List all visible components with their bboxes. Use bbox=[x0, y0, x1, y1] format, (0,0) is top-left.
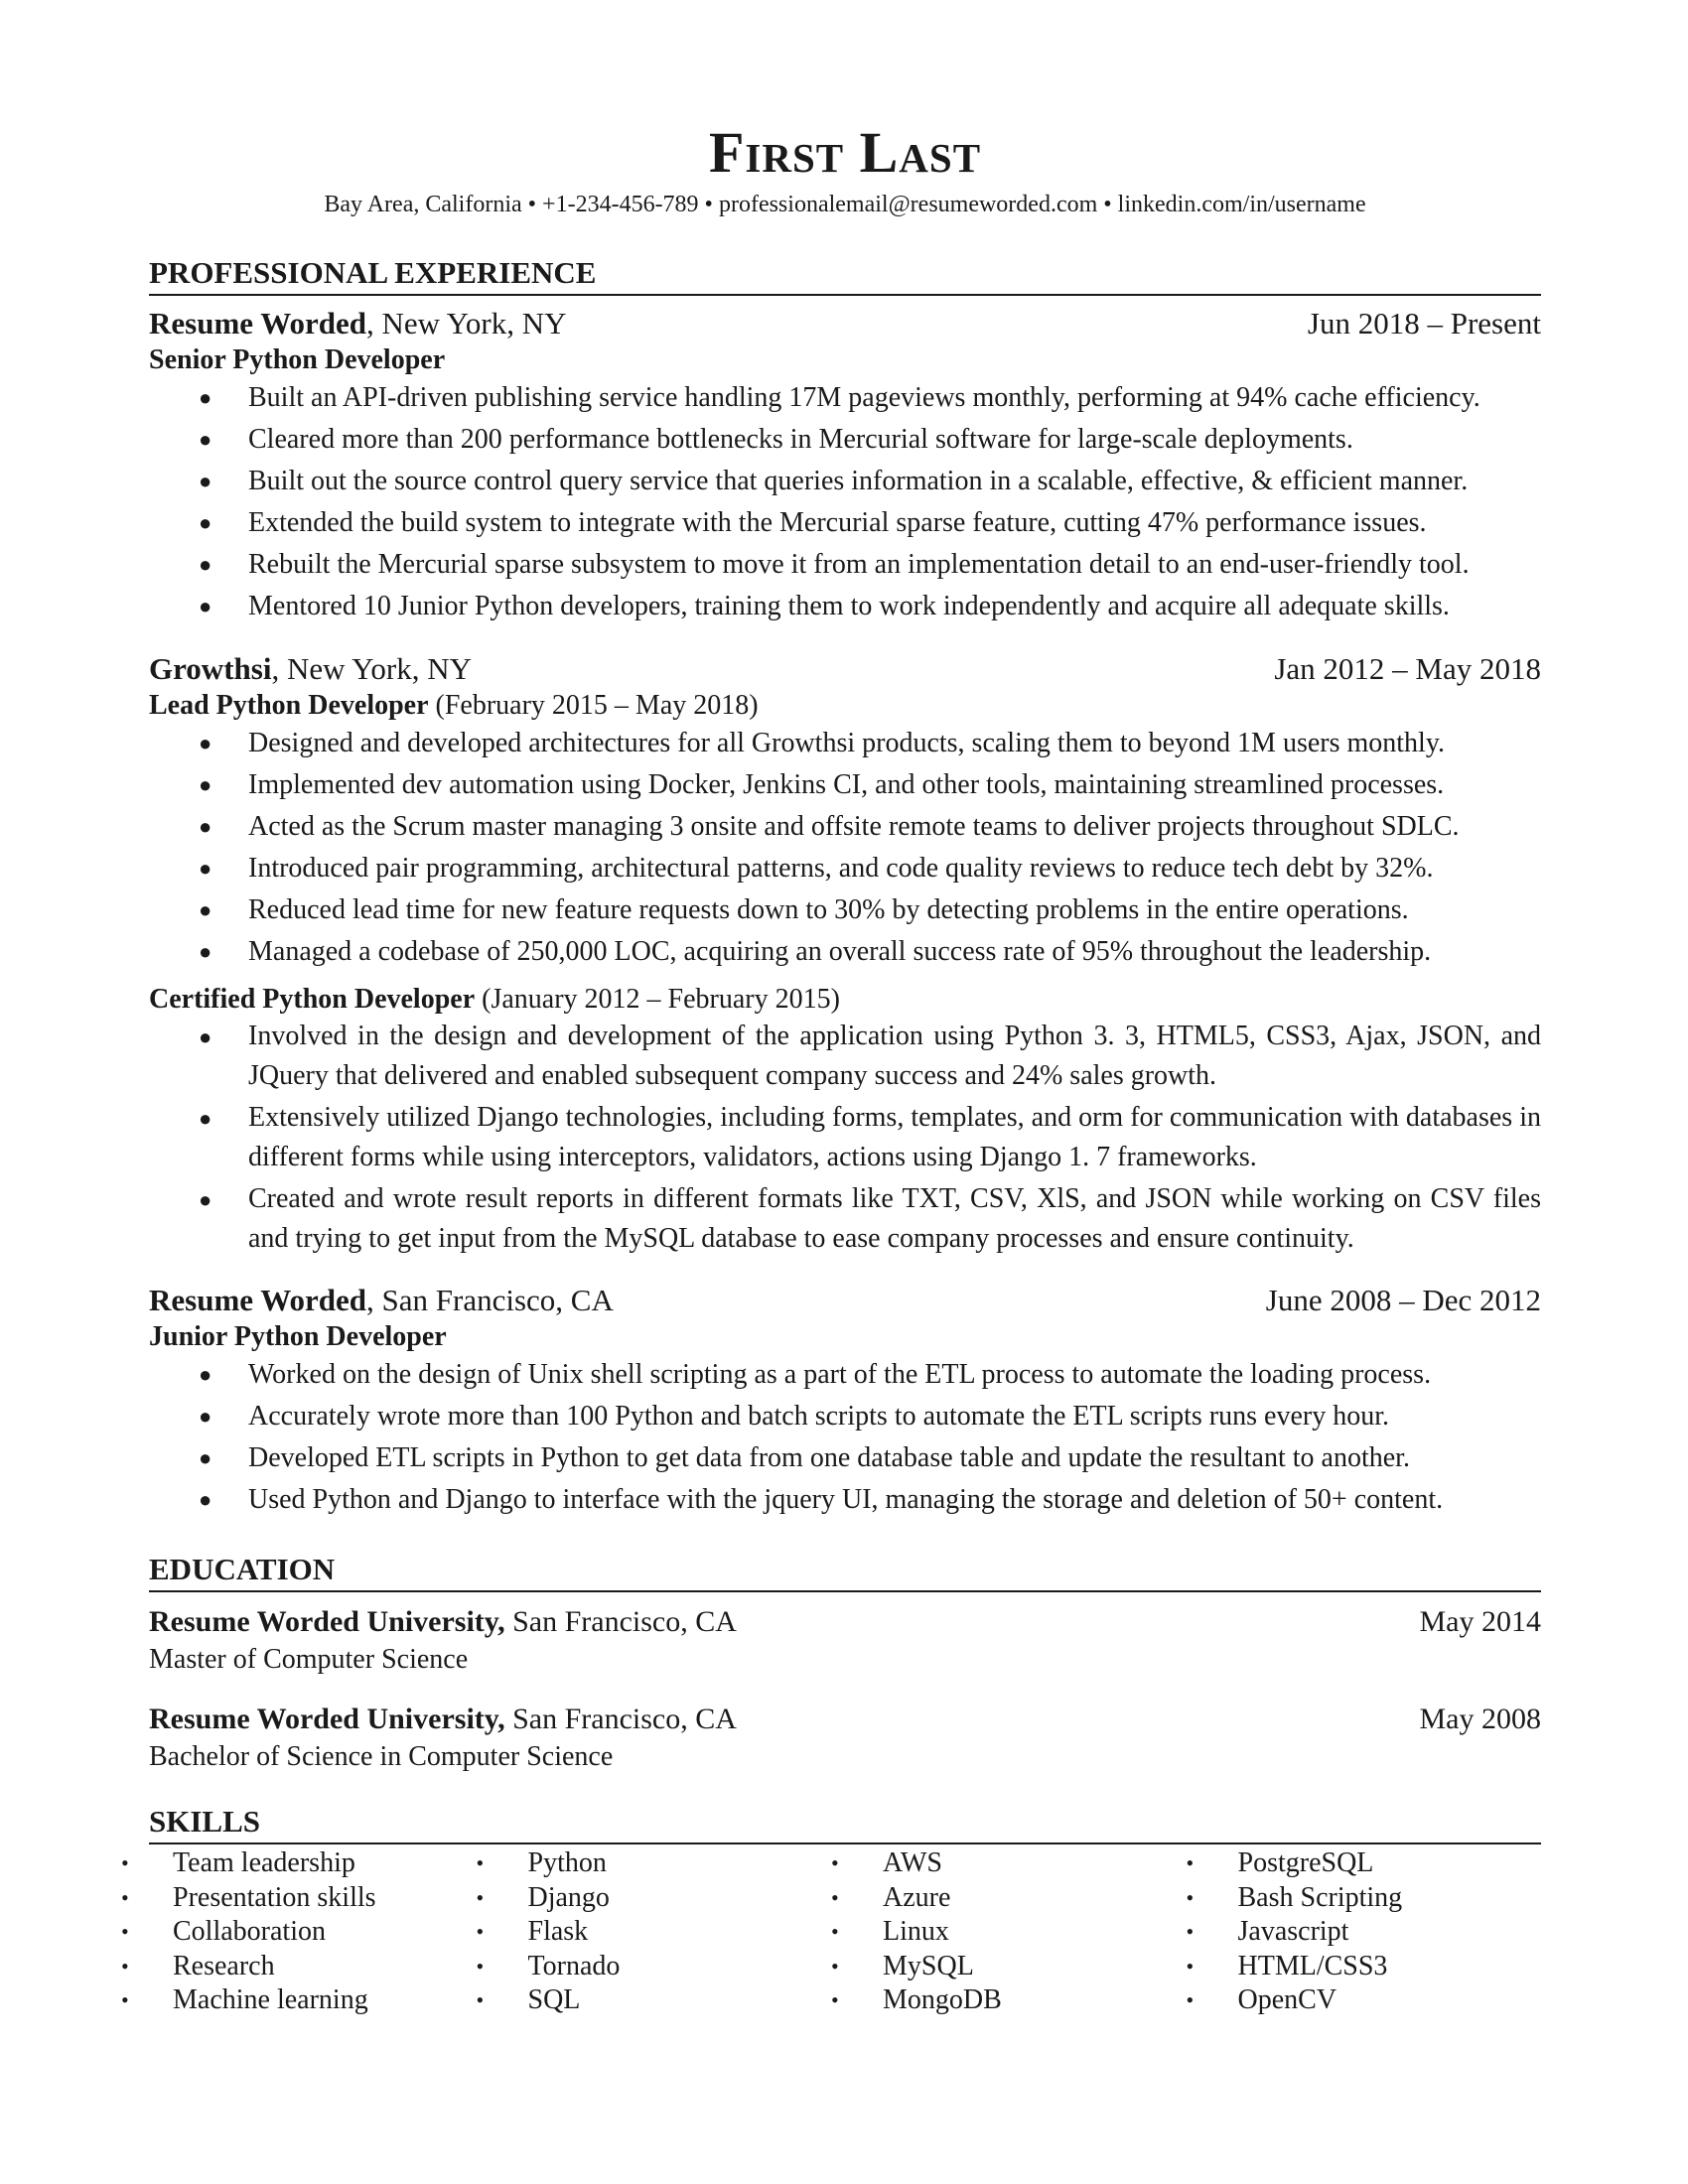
bullet-item: ● Cleared more than 200 performance bottlenecks in Mercurial software for large-scale deployments. bbox=[149, 419, 1541, 461]
section-title-education: EDUCATION bbox=[149, 1551, 1541, 1592]
skill-item: • MySQL bbox=[831, 1950, 1187, 1984]
bullet-dot-icon: ● bbox=[199, 772, 212, 797]
job-org: Resume Worded bbox=[149, 306, 367, 341]
job-header bbox=[149, 649, 1541, 689]
skill-item: • Machine learning bbox=[121, 1983, 477, 2018]
bullet-dot-icon: • bbox=[476, 1953, 485, 1979]
bullet-dot-icon: • bbox=[121, 1850, 129, 1875]
bullet-dot-icon: ● bbox=[199, 510, 212, 535]
bullet-dot-icon: ● bbox=[199, 1487, 212, 1512]
bullet-dot-icon: ● bbox=[199, 1024, 212, 1049]
education-entry bbox=[149, 1602, 1541, 1678]
bullet-item: ● Designed and developed architectures for all Growthsi products, scaling them to beyond 1M users monthly. bbox=[149, 723, 1541, 764]
job-location: , New York, NY bbox=[366, 306, 567, 341]
job-role: Senior Python Developer bbox=[149, 344, 446, 375]
job-role-dates: (February 2015 – May 2018) bbox=[428, 690, 759, 721]
job-role-line bbox=[149, 1320, 1541, 1354]
sub-role-line bbox=[149, 983, 1541, 1017]
education-institution bbox=[149, 1700, 737, 1739]
bullet-dot-icon: ● bbox=[199, 856, 212, 881]
bullet-dot-icon: • bbox=[476, 1919, 485, 1944]
skill-item: • Bash Scripting bbox=[1187, 1881, 1542, 1916]
bullet-dot-icon: • bbox=[476, 1884, 485, 1910]
bullet-item: ● Involved in the design and development of the application using Python 3. 3, HTML5, CSS3, Ajax, JSON, and JQuery that delivered and enabled subsequent company success and 24% sales growth. bbox=[149, 1017, 1541, 1096]
skill-item: • Flask bbox=[477, 1915, 832, 1950]
skills-grid bbox=[121, 1846, 1541, 2018]
bullet-item: ● Acted as the Scrum master managing 3 onsite and offsite remote teams to deliver projects throughout SDLC. bbox=[149, 806, 1541, 848]
skill-item: • Azure bbox=[831, 1881, 1187, 1916]
bullet-dot-icon: • bbox=[831, 1884, 839, 1910]
job-bullets bbox=[149, 1354, 1541, 1521]
bullet-item: ● Introduced pair programming, architectural patterns, and code quality reviews to reduce tech debt by 32%. bbox=[149, 848, 1541, 889]
job-header bbox=[149, 1281, 1541, 1320]
section-title-skills: SKILLS bbox=[149, 1803, 1541, 1844]
bullet-dot-icon: • bbox=[1186, 1987, 1195, 2012]
bullet-item: ● Accurately wrote more than 100 Python and batch scripts to automate the ETL scripts runs every hour. bbox=[149, 1396, 1541, 1437]
sub-role-block bbox=[149, 983, 1541, 1259]
bullet-dot-icon: • bbox=[476, 1987, 485, 2012]
bullet-dot-icon: • bbox=[1186, 1850, 1195, 1875]
bullet-item: ● Worked on the design of Unix shell scripting as a part of the ETL process to automate the loading process. bbox=[149, 1354, 1541, 1396]
job-dates: June 2008 – Dec 2012 bbox=[1265, 1283, 1541, 1317]
skill-item: • Presentation skills bbox=[121, 1881, 477, 1916]
bullet-dot-icon: • bbox=[121, 1953, 129, 1979]
bullet-item: ● Extensively utilized Django technologies, including forms, templates, and orm for communication with databases in different forms while using interceptors, validators, actions using Django 1. 7 frameworks. bbox=[149, 1098, 1541, 1177]
skill-item: • Team leadership bbox=[121, 1846, 477, 1881]
education-entry bbox=[149, 1700, 1541, 1775]
job-role: Junior Python Developer bbox=[149, 1321, 447, 1352]
bullet-item: ● Reduced lead time for new feature requests down to 30% by detecting problems in the entire operations. bbox=[149, 889, 1541, 931]
skills-column bbox=[1187, 1846, 1542, 2018]
bullet-item: ● Managed a codebase of 250,000 LOC, acquiring an overall success rate of 95% throughout the leadership. bbox=[149, 931, 1541, 973]
job-entry bbox=[149, 1281, 1541, 1521]
sub-role-bullets bbox=[149, 1017, 1541, 1259]
bullet-dot-icon: • bbox=[831, 1987, 839, 2012]
job-bullets bbox=[149, 723, 1541, 973]
bullet-dot-icon: ● bbox=[199, 385, 212, 410]
bullet-item: ● Mentored 10 Junior Python developers, training them to work independently and acquire all adequate skills. bbox=[149, 586, 1541, 627]
bullet-dot-icon: • bbox=[121, 1884, 129, 1910]
education-date: May 2008 bbox=[1419, 1703, 1541, 1735]
education-institution bbox=[149, 1602, 737, 1642]
bullet-item: ● Built an API-driven publishing service handling 17M pageviews monthly, performing at 94% cache efficiency. bbox=[149, 377, 1541, 419]
skill-item: • PostgreSQL bbox=[1187, 1846, 1542, 1881]
bullet-dot-icon: ● bbox=[199, 1445, 212, 1470]
job-employer bbox=[149, 304, 567, 343]
education-date: May 2014 bbox=[1419, 1605, 1541, 1638]
job-role-line bbox=[149, 343, 1541, 377]
education-school: Resume Worded University, bbox=[149, 1605, 505, 1638]
bullet-item: ● Used Python and Django to interface with the jquery UI, managing the storage and deletion of 50+ content. bbox=[149, 1479, 1541, 1521]
job-header bbox=[149, 304, 1541, 343]
education-header bbox=[149, 1602, 1541, 1642]
bullet-dot-icon: ● bbox=[199, 939, 212, 964]
contact-line: Bay Area, California • +1-234-456-789 • professionalemail@resumeworded.com • linkedin.com/in/username bbox=[324, 192, 1366, 217]
skill-item: • Collaboration bbox=[121, 1915, 477, 1950]
bullet-dot-icon: • bbox=[121, 1919, 129, 1944]
job-location: , San Francisco, CA bbox=[366, 1283, 614, 1317]
job-org: Growthsi bbox=[149, 651, 272, 686]
sub-role-dates: (January 2012 – February 2015) bbox=[475, 984, 840, 1015]
bullet-dot-icon: • bbox=[1186, 1953, 1195, 1979]
bullet-item: ● Extended the build system to integrate with the Mercurial sparse feature, cutting 47% performance issues. bbox=[149, 502, 1541, 544]
skill-item: • Research bbox=[121, 1950, 477, 1984]
skills-column bbox=[477, 1846, 832, 2018]
skill-item: • Tornado bbox=[477, 1950, 832, 1984]
bullet-dot-icon: ● bbox=[199, 1187, 212, 1212]
bullet-dot-icon: • bbox=[476, 1850, 485, 1875]
bullet-dot-icon: • bbox=[121, 1987, 129, 2012]
bullet-dot-icon: ● bbox=[199, 469, 212, 493]
skill-item: • Python bbox=[477, 1846, 832, 1881]
bullet-dot-icon: ● bbox=[199, 552, 212, 577]
bullet-dot-icon: ● bbox=[199, 814, 212, 839]
education-school: Resume Worded University, bbox=[149, 1703, 505, 1735]
job-location: , New York, NY bbox=[271, 651, 472, 686]
skill-item: • HTML/CSS3 bbox=[1187, 1950, 1542, 1984]
education-header bbox=[149, 1700, 1541, 1739]
bullet-item: ● Rebuilt the Mercurial sparse subsystem to move it from an implementation detail to an end-user-friendly tool. bbox=[149, 544, 1541, 586]
skill-item: • Linux bbox=[831, 1915, 1187, 1950]
job-dates: Jun 2018 – Present bbox=[1307, 306, 1541, 341]
bullet-dot-icon: • bbox=[1186, 1919, 1195, 1944]
education-location: San Francisco, CA bbox=[504, 1703, 737, 1735]
sub-role: Certified Python Developer bbox=[149, 984, 476, 1015]
job-employer bbox=[149, 649, 472, 689]
bullet-dot-icon: • bbox=[831, 1919, 839, 1944]
job-employer bbox=[149, 1281, 614, 1320]
bullet-item: ● Built out the source control query service that queries information in a scalable, effective, & efficient manner. bbox=[149, 461, 1541, 502]
candidate-name: First Last bbox=[708, 120, 982, 185]
education-degree: Bachelor of Science in Computer Science bbox=[149, 1741, 614, 1772]
resume-page bbox=[121, 117, 1541, 2018]
job-entry bbox=[149, 304, 1541, 627]
skill-item: • SQL bbox=[477, 1983, 832, 2018]
section-title-experience: PROFESSIONAL EXPERIENCE bbox=[149, 254, 1541, 296]
bullet-item: ● Implemented dev automation using Docker, Jenkins CI, and other tools, maintaining streamlined processes. bbox=[149, 764, 1541, 806]
bullet-item: ● Developed ETL scripts in Python to get data from one database table and update the resultant to another. bbox=[149, 1437, 1541, 1479]
skill-item: • OpenCV bbox=[1187, 1983, 1542, 2018]
bullet-dot-icon: ● bbox=[199, 731, 212, 755]
job-role: Lead Python Developer bbox=[149, 690, 429, 721]
skills-column bbox=[831, 1846, 1187, 2018]
job-dates: Jan 2012 – May 2018 bbox=[1274, 651, 1541, 686]
bullet-item: ● Created and wrote result reports in different formats like TXT, CSV, XlS, and JSON while working on CSV files and trying to get input from the MySQL database to ease company processes and ensure continuity. bbox=[149, 1179, 1541, 1259]
job-org: Resume Worded bbox=[149, 1283, 367, 1317]
bullet-dot-icon: • bbox=[1186, 1884, 1195, 1910]
bullet-dot-icon: ● bbox=[199, 1404, 212, 1429]
bullet-dot-icon: ● bbox=[199, 897, 212, 922]
bullet-dot-icon: ● bbox=[199, 1362, 212, 1387]
skills-column bbox=[121, 1846, 477, 2018]
job-entry bbox=[149, 649, 1541, 1259]
skill-item: • MongoDB bbox=[831, 1983, 1187, 2018]
skill-item: • Javascript bbox=[1187, 1915, 1542, 1950]
bullet-dot-icon: ● bbox=[199, 594, 212, 618]
education-location: San Francisco, CA bbox=[504, 1605, 737, 1638]
bullet-dot-icon: • bbox=[831, 1850, 839, 1875]
skill-item: • AWS bbox=[831, 1846, 1187, 1881]
education-degree: Master of Computer Science bbox=[149, 1644, 469, 1675]
bullet-dot-icon: ● bbox=[199, 1106, 212, 1131]
skill-item: • Django bbox=[477, 1881, 832, 1916]
job-role-line bbox=[149, 689, 1541, 723]
job-bullets bbox=[149, 377, 1541, 627]
bullet-dot-icon: ● bbox=[199, 427, 212, 452]
bullet-dot-icon: • bbox=[831, 1953, 839, 1979]
